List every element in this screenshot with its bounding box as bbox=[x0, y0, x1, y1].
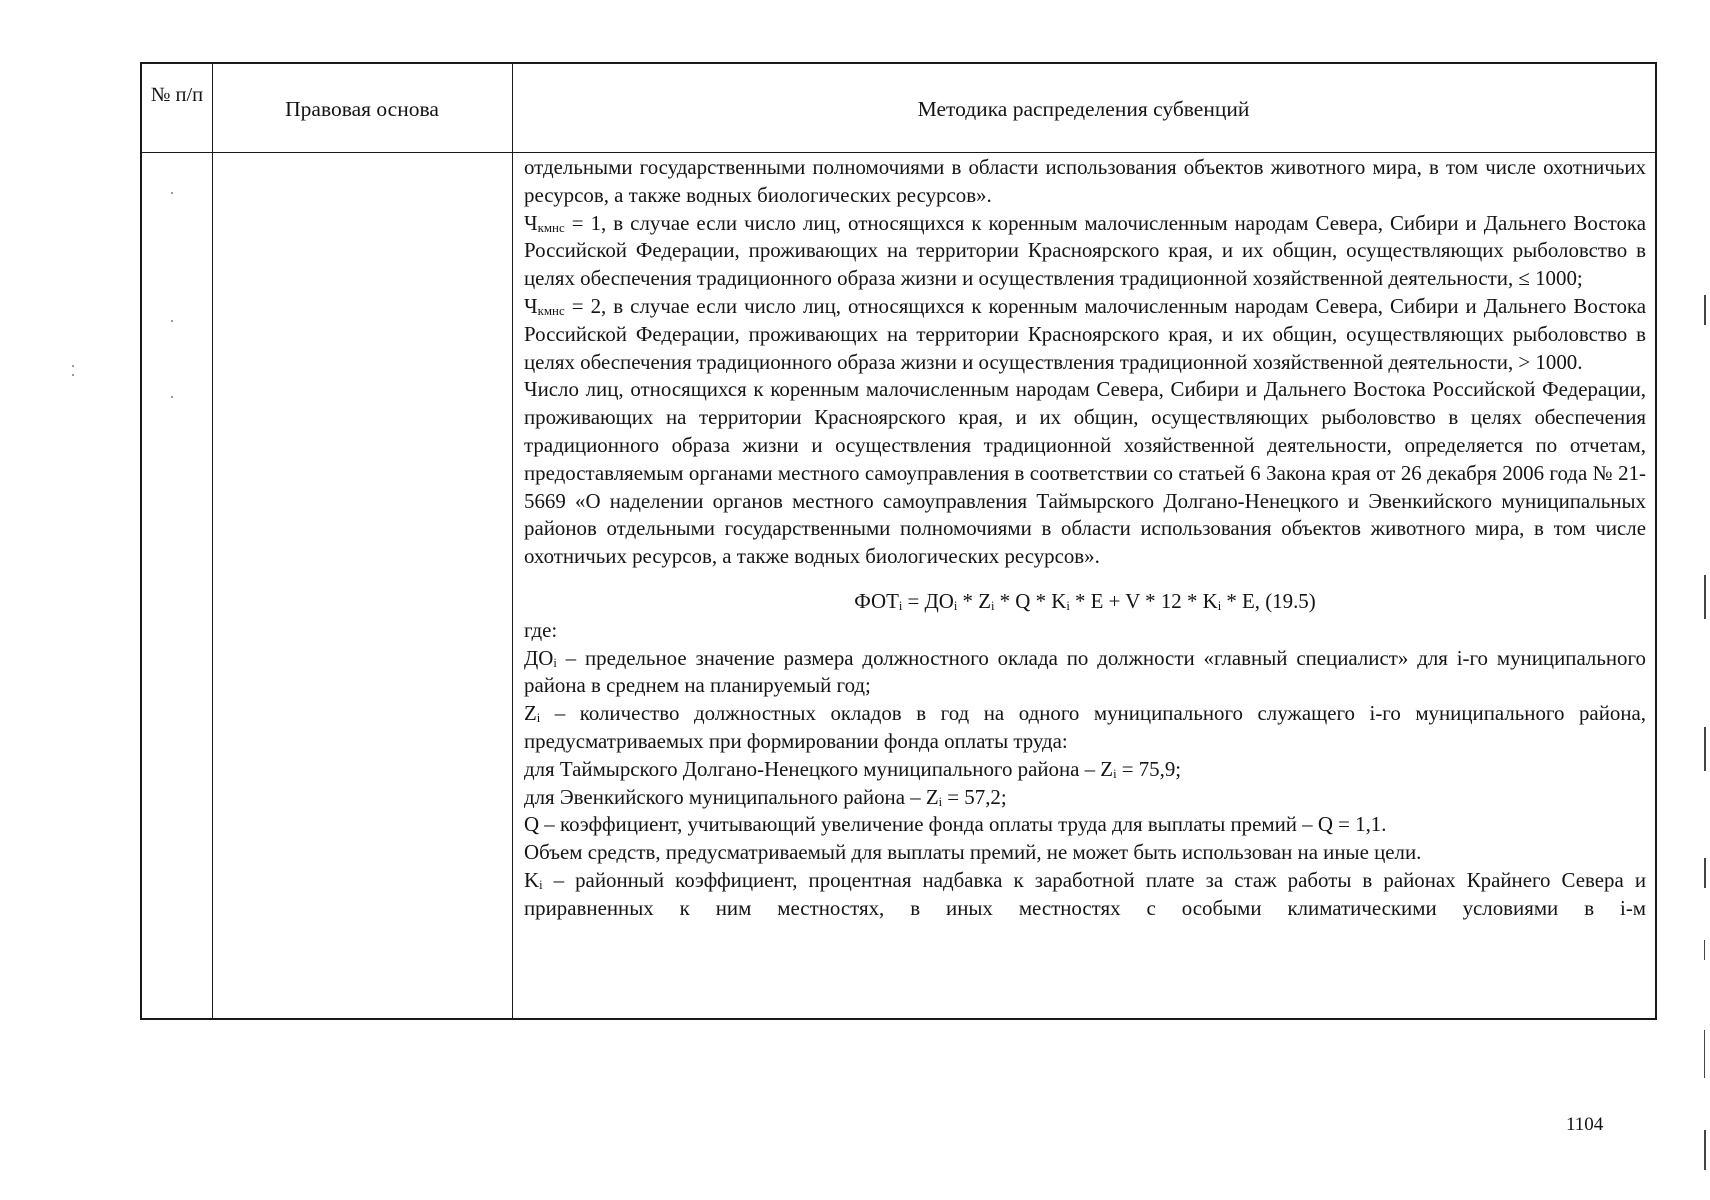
chkmns-symbol: Ч bbox=[524, 293, 538, 318]
scan-dot bbox=[171, 396, 173, 398]
chkmns-2-text: = 2, в случае если число лиц, относящихся к коренным малочисленным народам Севера, Сибири и Дальнего Востока Российской Федерации, проживающих на территории Красноярского края, и их общин, осуществляющих рыболовство в целях обеспечения традиционного образа жизни и осуществления традиционной хозяйственной деятельности, > 1000. bbox=[524, 293, 1646, 374]
scan-mark bbox=[1704, 940, 1705, 960]
scan-mark bbox=[1704, 858, 1706, 888]
definition-k: Kᵢ – районный коэффициент, процентная надбавка к заработной плате за стаж работы в районах Крайнего Севера и приравненных к ним местностях, в иных местностях с особыми климатическими условиями в i-м bbox=[524, 867, 1646, 920]
scan-mark bbox=[1704, 295, 1706, 325]
definition-do: ДОᵢ – предельное значение размера должностного оклада по должности «главный специалист» для i-го муниципального района в среднем на планируемый год; bbox=[524, 645, 1646, 698]
scan-dot bbox=[72, 374, 74, 376]
header-legal-basis: Правовая основа bbox=[285, 97, 439, 121]
paragraph-population-count: Число лиц, относящихся к коренным малочисленным народам Севера, Сибири и Дальнего Востока Российской Федерации, проживающих на территории Красноярского края, и их общин, осуществляющих рыболовство в целях обеспечения традиционного образа жизни и осуществления традиционной хозяйственной деятельности, определяется по отчетам, предоставляемым органами местного самоуправления в соответствии со статьей 6 Закона края от 26 декабря 2006 года № 21-5669 «О наделении органов местного самоуправления Таймырского Долгано-Ненецкого и Эвенкийского муниципальных районов отдельными государственными полномочиями в области использования объектов животного мира, в том числе охотничьих ресурсов, а также водных биологических ресурсов». bbox=[524, 377, 1646, 569]
scan-mark bbox=[1704, 727, 1706, 771]
formula-19-5: ФОТᵢ = ДОᵢ * Zᵢ * Q * Kᵢ * E + V * 12 * Kᵢ * E, (19.5) bbox=[854, 588, 1316, 613]
scan-dot bbox=[72, 365, 74, 367]
paragraph-chkmns-2 bbox=[524, 293, 1646, 376]
chkmns-1-text: = 1, в случае если число лиц, относящихся к коренным малочисленным народам Севера, Сибири и Дальнего Востока Российской Федерации, проживающих на территории Красноярского края, и их общин, осуществляющих рыболовство в целях обеспечения традиционного образа жизни и осуществления традиционной хозяйственной деятельности, ≤ 1000; bbox=[524, 210, 1646, 291]
where-label: где: bbox=[524, 617, 558, 642]
premium-note: Объем средств, предусматриваемый для выплаты премий, не может быть использован на иные цели. bbox=[524, 840, 1422, 865]
column-divider-2 bbox=[512, 64, 513, 1018]
z-value-evenk: для Эвенкийского муниципального района – Zᵢ = 57,2; bbox=[524, 784, 1007, 809]
definition-z: Zᵢ – количество должностных окладов в год на одного муниципального служащего i-го муниципального района, предусматриваемых при формировании фонда оплаты труда: bbox=[524, 701, 1646, 753]
column-divider-1 bbox=[212, 64, 213, 1018]
scan-mark bbox=[1704, 575, 1706, 619]
scan-dot bbox=[171, 320, 173, 322]
chkmns-symbol: Ч bbox=[524, 210, 538, 235]
z-value-taimyr: для Таймырского Долгано-Ненецкого муниципального района – Zᵢ = 75,9; bbox=[524, 756, 1182, 781]
scan-dot bbox=[171, 192, 173, 194]
header-methodology: Методика распределения субвенций bbox=[917, 97, 1250, 121]
scan-mark bbox=[1704, 1030, 1705, 1078]
definition-q: Q – коэффициент, учитывающий увеличение фонда оплаты труда для выплаты премий – Q = 1,1. bbox=[524, 812, 1387, 837]
paragraph-chkmns-1 bbox=[524, 210, 1646, 293]
header-number: № п/п bbox=[150, 84, 204, 106]
scan-mark bbox=[1704, 1130, 1706, 1170]
chkmns-subscript: кмнс bbox=[537, 219, 565, 235]
document-table bbox=[140, 62, 1657, 1020]
page-number: 1104 bbox=[1566, 1114, 1604, 1135]
paragraph-intro: отдельными государственными полномочиями в области использования объектов животного мира, в том числе охотничьих ресурсов, а также водных биологических ресурсов». bbox=[524, 155, 1646, 207]
chkmns-subscript: кмнс bbox=[537, 302, 565, 318]
header-divider bbox=[142, 152, 1655, 153]
methodology-text bbox=[524, 154, 1646, 1020]
